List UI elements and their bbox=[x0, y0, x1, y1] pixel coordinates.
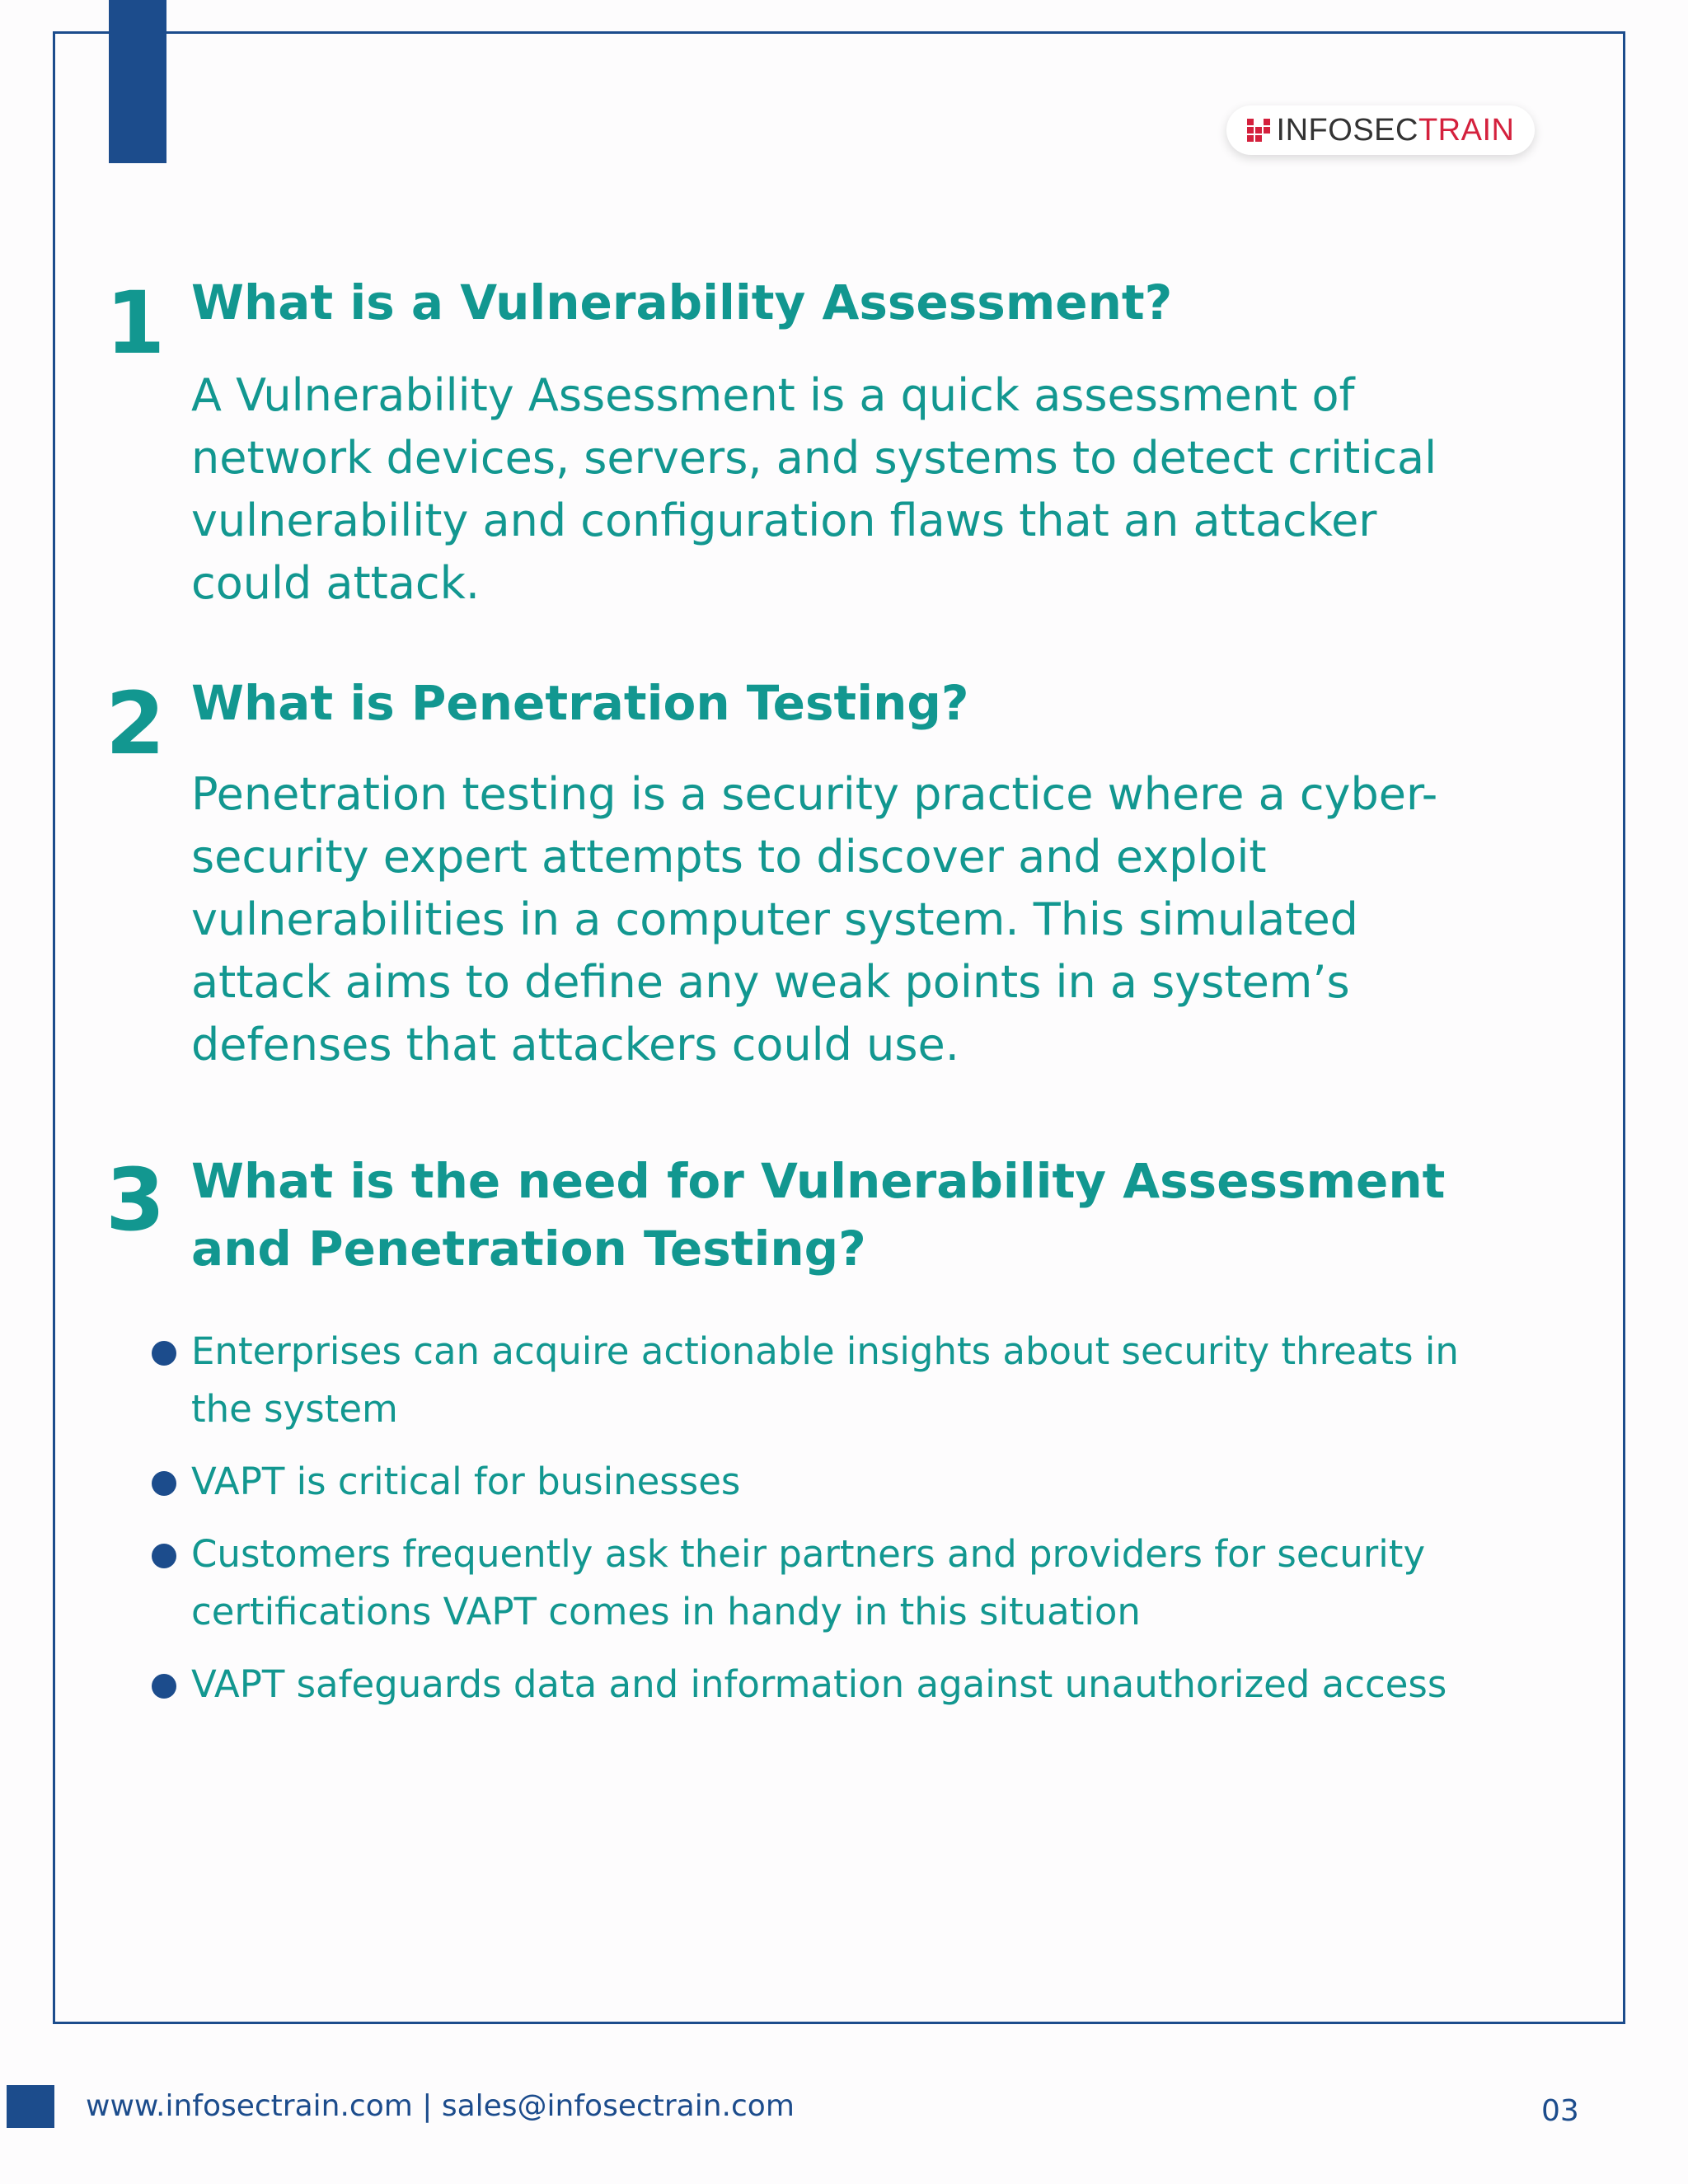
list-item bbox=[147, 1656, 1515, 1713]
top-accent-bar bbox=[109, 0, 166, 163]
logo-text-main: INFOSEC bbox=[1276, 112, 1418, 148]
bullet-dot-icon bbox=[152, 1471, 176, 1496]
bullet-text: Customers frequently ask their partners and providers for security certifications VAPT comes in handy in this situation bbox=[191, 1532, 1426, 1633]
infosectrain-logo bbox=[1226, 105, 1535, 155]
section-1-number: 1 bbox=[106, 273, 166, 373]
section-2-title: What is Penetration Testing? bbox=[191, 675, 969, 731]
bullet-dot-icon bbox=[152, 1544, 176, 1568]
logo-mark-icon bbox=[1247, 119, 1270, 142]
list-item bbox=[147, 1453, 1515, 1511]
list-item bbox=[147, 1526, 1515, 1641]
bullet-text: Enterprises can acquire actionable insights about security threats in the system bbox=[191, 1329, 1459, 1431]
section-3-title-line1: What is the need for Vulnerability Assessment bbox=[191, 1153, 1446, 1209]
bullet-text: VAPT is critical for businesses bbox=[191, 1460, 741, 1503]
section-3-title-line2: and Penetration Testing? bbox=[191, 1221, 866, 1277]
section-3-bullet-list bbox=[147, 1323, 1515, 1728]
section-1-title: What is a Vulnerability Assessment? bbox=[191, 274, 1173, 330]
bullet-dot-icon bbox=[152, 1674, 176, 1699]
section-3-number: 3 bbox=[106, 1150, 166, 1250]
page-number: 03 bbox=[1541, 2094, 1579, 2128]
list-item bbox=[147, 1323, 1515, 1438]
bullet-text: VAPT safeguards data and information against unauthorized access bbox=[191, 1662, 1447, 1706]
section-2-body: Penetration testing is a security practice where a cyber-security expert attempts to discover and exploit vulnerabilities in a computer system. This simulated attack aims to define any weak points in a system’s defenses that attackers could use. bbox=[191, 768, 1438, 1071]
footer-contact: www.infosectrain.com | sales@infosectrain.com bbox=[86, 2089, 795, 2123]
logo-wordmark bbox=[1277, 113, 1515, 148]
footer-accent-square bbox=[7, 2085, 54, 2128]
bullet-dot-icon bbox=[152, 1341, 176, 1366]
section-2-number: 2 bbox=[106, 673, 166, 774]
logo-text-accent: TRAIN bbox=[1418, 112, 1515, 148]
section-1-body: A Vulnerability Assessment is a quick assessment of network devices, servers, and systems to detect critical vulnerability and configuration flaws that an attacker could attack. bbox=[191, 369, 1437, 609]
